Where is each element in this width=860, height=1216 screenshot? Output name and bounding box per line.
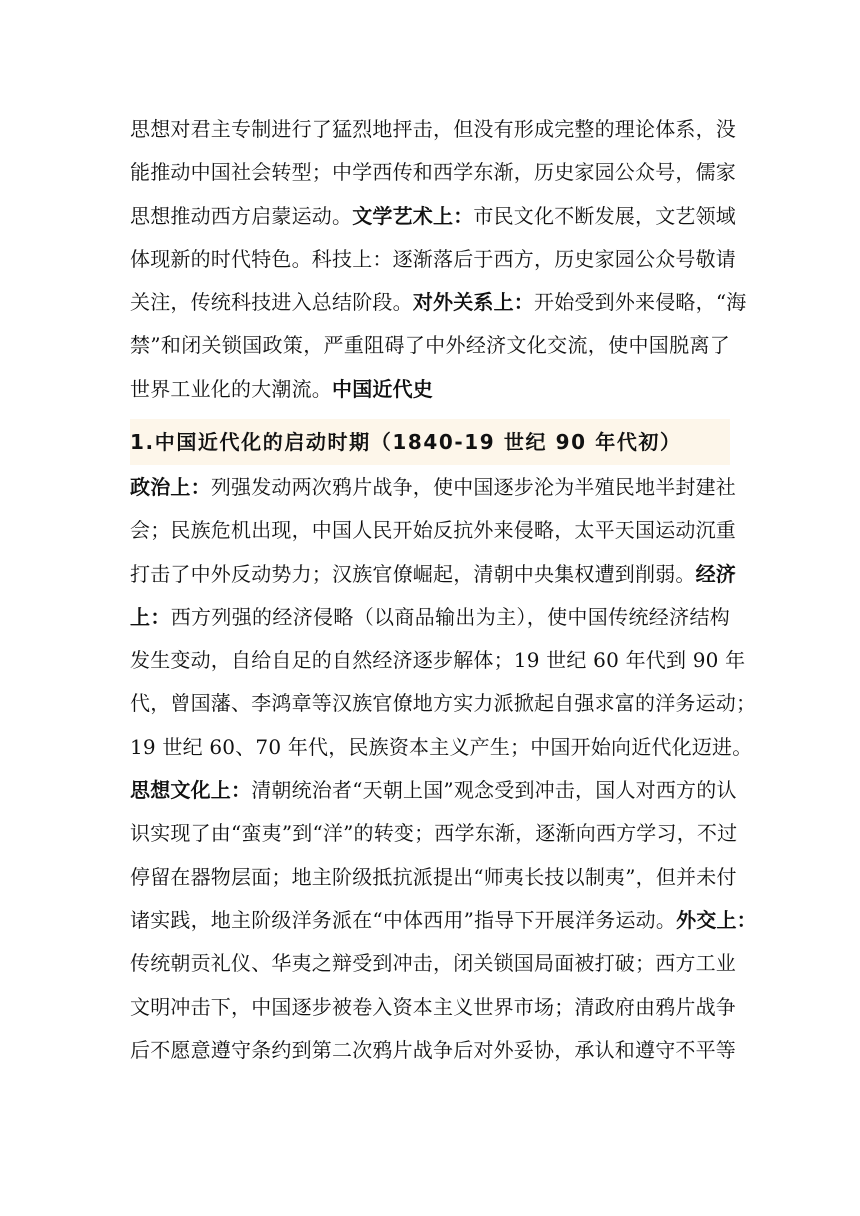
text-line: 传统朝贡礼仪、华夷之辩受到冲击，闭关锁国局面被打破；西方工业 — [130, 951, 736, 976]
text-line — [130, 899, 757, 942]
text-line: 能推动中国社会转型；中学西传和西学东渐，历史家园公众号，儒家 — [130, 160, 736, 185]
text-line: 后不愿意遵守条约到第二次鸦片战争后对外妥协，承认和遵守不平等 — [130, 1037, 736, 1062]
bold-label-economy: 经济 — [695, 561, 737, 586]
text-span: 世界工业化的大潮流。 — [130, 376, 332, 401]
text-span: 诸实践，地主阶级洋务派在“中体西用”指导下开展洋务运动。 — [130, 907, 677, 932]
text-line — [130, 466, 737, 509]
bold-label-economy-cont: 上： — [130, 604, 171, 629]
text-span: 关注，传统科技进入总结阶段。 — [130, 290, 413, 315]
text-span: 市民文化不断发展，文艺领域 — [473, 203, 737, 228]
paragraph-early-modern-summary — [130, 108, 747, 411]
text-line — [130, 553, 737, 596]
text-span: 西方列强的经济侵略（以商品输出为主），使中国传统经济结构 — [170, 604, 730, 629]
text-span: 思想推动西方启蒙运动。 — [130, 203, 353, 228]
text-line: 停留在器物层面；地主阶级抵抗派提出“师夷长技以制夷”，但并未付 — [130, 864, 737, 889]
text-line: 思想对君主专制进行了猛烈地抨击，但没有形成完整的理论体系，没 — [130, 117, 736, 141]
text-span: 开始受到外来侵略，“海 — [534, 290, 747, 315]
text-line: 发生变动，自给自足的自然经济逐步解体；19 世纪 60 年代到 90 年 — [130, 648, 746, 673]
text-line — [130, 281, 747, 324]
text-span: 列强发动两次鸦片战争，使中国逐步沦为半殖民地半封建社 — [210, 475, 737, 499]
text-line: 会；民族危机出现，中国人民开始反抗外来侵略，太平天国运动沉重 — [130, 518, 736, 543]
text-line — [130, 195, 737, 238]
text-span: 清朝统治者“天朝上国”观念受到冲击，国人对西方的认 — [251, 778, 737, 803]
text-line: 代，曾国藩、李鸿章等汉族官僚地方实力派掀起自强求富的洋务运动； — [130, 691, 757, 716]
bold-label-politics: 政治上： — [130, 475, 211, 499]
paragraph-modernization-start — [130, 466, 757, 1072]
text-line: 识实现了由“蛮夷”到“洋”的转变；西学东渐，逐渐向西方学习，不过 — [130, 821, 738, 846]
text-span: 打击了中外反动势力；汉族官僚崛起，清朝中央集权遭到削弱。 — [130, 561, 696, 586]
bold-label-thought-culture: 思想文化上： — [130, 778, 252, 803]
text-line — [130, 769, 737, 812]
text-line — [130, 596, 730, 639]
bold-label-foreign-relations: 对外关系上： — [412, 290, 535, 315]
text-line: 文明冲击下，中国逐步被卷入资本主义世界市场；清政府由鸦片战争 — [130, 994, 736, 1019]
bold-label-literature-art: 文学艺术上： — [352, 203, 474, 228]
text-line — [130, 368, 730, 411]
text-line: 19 世纪 60、70 年代，民族资本主义产生；中国开始向近代化迈进。 — [130, 734, 753, 759]
text-line: 禁”和闭关锁国政策，严重阻碍了中外经济文化交流，使中国脱离了 — [130, 333, 730, 358]
bold-label-diplomacy: 外交上： — [676, 907, 757, 932]
bold-label-modern-history: 中国近代史 — [332, 376, 433, 401]
section-heading: 1.中国近代化的启动时期（1840-19 世纪 90 年代初） — [130, 419, 730, 465]
text-line: 体现新的时代特色。科技上：逐渐落后于西方，历史家园公众号敬请 — [130, 246, 736, 271]
